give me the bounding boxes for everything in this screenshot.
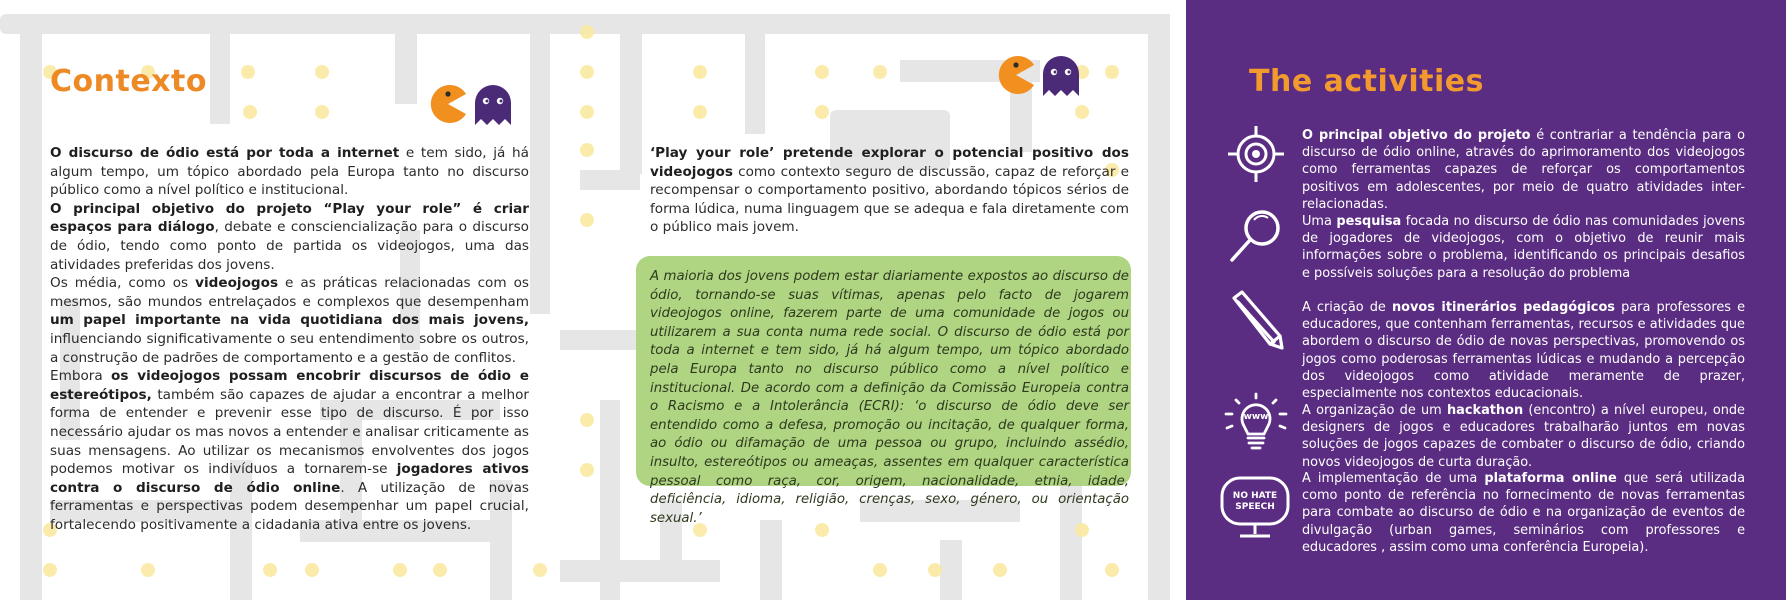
contexto-paragraph-2: O principal objetivo do projeto “Play your role” é criar espaços para diálogo, debate e consciencialização para o discurso de ódio, tendo como ponto de partida os videojogos, uma das atividades preferidas dos jovens. [50, 200, 529, 273]
contexto-paragraph-4: Embora os videojogos possam encobrir discursos de ódio e estereótipos, também são capazes de ajudar a encontrar a melhor forma de entender e prevenir esse tipo de discurso. É por isso necessário ajudar os mas novos a entender e analisar criticamente as suas mensagens. Ao utilizar os mecanismos envolventes dos jogos podemos motivar os indivíduos a tornarem-se jogadores ativos contra o discurso de ódio online. A utilização de novas ferramentas e perspectivas podem desempenhar um papel crucial, fortalecendo positivamente a cidadania ativa entre os jovens. [50, 368, 529, 533]
svg-text:NO HATE: NO HATE [1232, 491, 1278, 501]
ghost-icon [473, 83, 513, 125]
no-hate-speech-monitor-icon [1218, 474, 1292, 542]
activity-item-objective: O principal objetivo do projeto é contrariar a tendência para o discurso de ódio online, através do aprimoramento dos videojogos como ferramentas capazes de reforçar os comportamentos positivos em adolescentes, por meio de quatro atividades inter-relacionadas. [1302, 128, 1745, 212]
lightbulb-www-icon [1224, 392, 1288, 456]
ghost-icon [1041, 54, 1081, 96]
pacman-icon [428, 84, 468, 124]
intro-paragraph: ‘Play your role’ pretende explorar o potencial positivo dos videojogos como contexto seguro de discussão, capaz de reforçar e recompensar o comportamento positivo, abordando tópicos sérios de forma lúdica, numa linguagem que se adequa e fala diretamente com o público mais jovem. [650, 145, 1129, 236]
quote-text: A maioria dos jovens podem estar diariamente expostos ao discurso de ódio, tornando-se suas vítimas, apenas pelo facto de jogarem videojogos online, fazerem parte de uma comunidade de jogos ou utilizarem a sua conta numa rede social. O discurso de ódio está por toda a internet e tem sido, já há algum tempo, um tópico abordado pela Europa tanto no discurso público como a nível político e institucional. De acordo com a definição da Comissão Europeia contra o Racismo e a Intolerância (ECRI): ‘o discurso de ódio deve ser entendido como a defesa, promoção ou incitação, de qualquer forma, ao ódio ou difamação de uma pessoa ou grupo, incluindo assédio, insulto, estereótipos ou ameaças, assentes em qualquer característica pessoal como raça, cor, origem, nacionalidade, etnia, idade, deficiência, idioma, religião, crenças, sexo, género, ou orientação sexual.’ [650, 269, 1129, 526]
pacman-icon [996, 55, 1036, 95]
svg-text:www: www [1243, 412, 1269, 422]
contexto-paragraph-1: O discurso de ódio está por toda a internet e tem sido, já há algum tempo, um tópico abordado pela Europa tanto no discurso público como a nível político e institucional. [50, 145, 529, 199]
intro-body [650, 144, 1129, 237]
contexto-paragraph-3: Os média, como os videojogos e as práticas relacionadas com os mesmos, são mundos entrelaçados e complexos que desempenham um papel importante na vida quotidiana dos mais jovens, influenciando significativamente o seu entendimento sobre os outros, a construção de padrões de comportamento e a gestão de conflitos. [50, 275, 529, 366]
contexto-body [50, 144, 529, 534]
magnifier-icon [1224, 204, 1288, 268]
contexto-heading: Contexto [50, 64, 207, 99]
target-icon [1224, 122, 1288, 186]
activity-item-pedagogical: A criação de novos itinerários pedagógicos para professores e educadores, que contenham ferramentas, recursos e atividades que abordem o discurso de ódio de novas perspectivas, promovendo os jogos como poderosas ferramentas lúdicas e mudando a percepção dos videojogos como atividade meramente de prazer, especialmente nos contextos educacionais. [1302, 300, 1746, 402]
activity-item-hackathon: A organização de um hackathon (encontro) a nível europeu, onde designers de jogos e educadores trabalharão juntos em novas soluções de jogos capazes de combater o discurso de ódio, criando novos videojogos de curta duração. [1302, 403, 1745, 470]
pencil-icon [1224, 288, 1288, 352]
activities-heading: The activities [1249, 64, 1484, 99]
svg-text:SPEECH: SPEECH [1235, 502, 1275, 512]
activity-item-research: Uma pesquisa focada no discurso de ódio nas comunidades jovens de jogadores de videojogos, com o objetivo de reunir mais informações sobre o problema, identificando os principais desafios e possíveis soluções para a resolução do problema [1302, 214, 1745, 281]
activity-item-platform: A implementação de uma plataforma online que será utilizada como ponto de referência no fornecimento de novas ferramentas para combate ao discurso de ódio e na organização de eventos de divulgação (urban games, seminários com professores e educadores , assim como uma conferência Europeia). [1302, 471, 1745, 555]
